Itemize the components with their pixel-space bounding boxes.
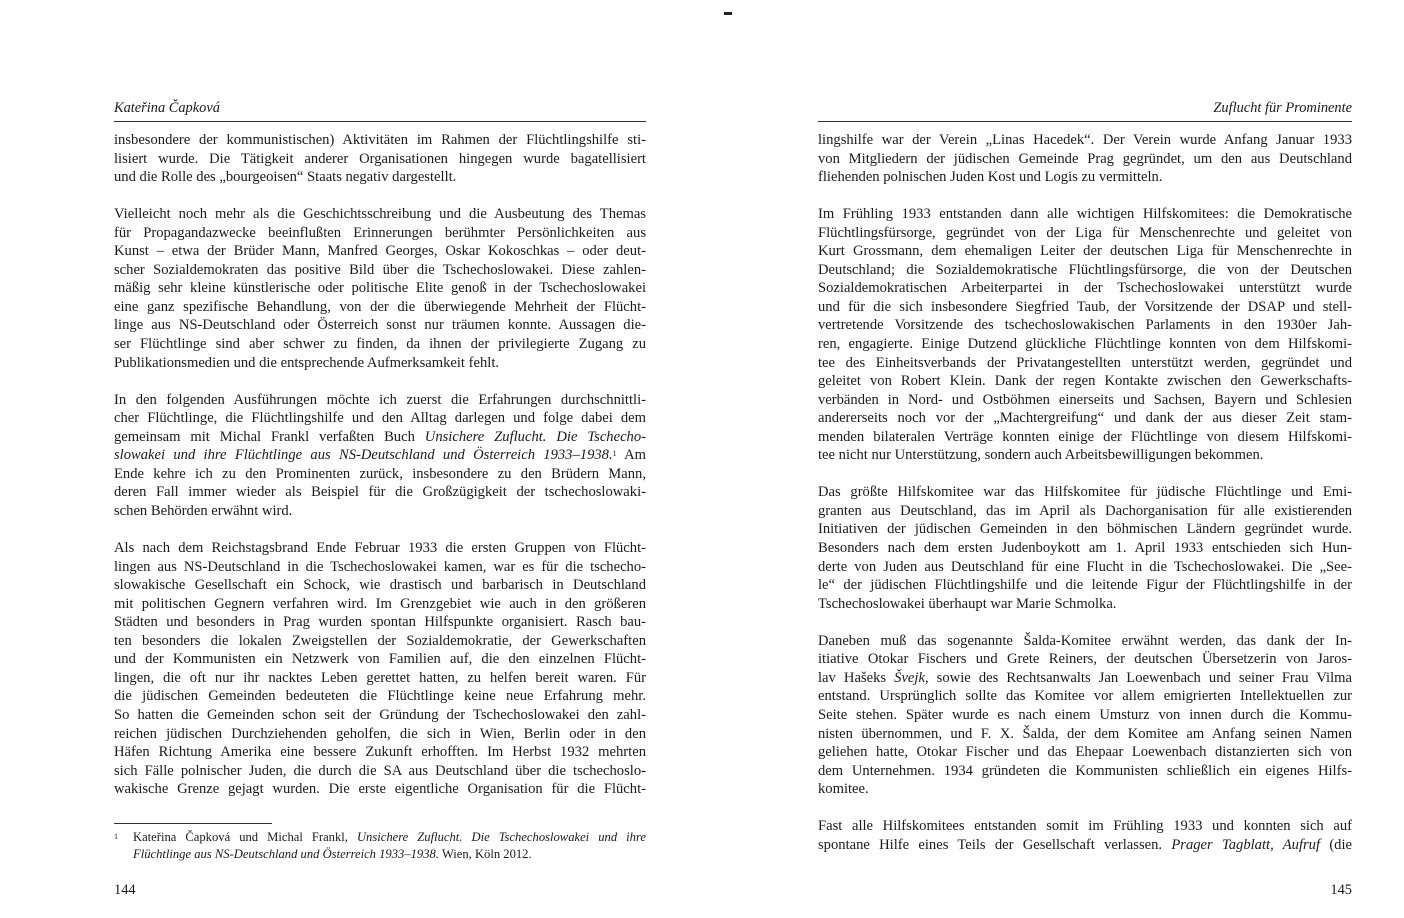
text-line: eine ganz spezifische Behandlung, von der die überwiegende Mehrheit der Flücht- bbox=[114, 298, 646, 315]
paragraph bbox=[114, 539, 646, 799]
footnote-ref[interactable]: 1 bbox=[612, 449, 617, 459]
text-line: lingen aus NS-Deutschland in die Tschechoslowakei kamen, war es für die tschecho- bbox=[114, 558, 646, 575]
text-run: spontane Hilfe eines Teils der Gesellschaft verlassen. bbox=[818, 836, 1172, 853]
page-number-left: 144 bbox=[114, 882, 136, 898]
text-line: Initiativen der jüdischen Gemeinden in den böhmischen Ländern gegründet wurde. bbox=[818, 521, 1352, 538]
text-run: Am bbox=[616, 447, 647, 464]
text-line: Sozialdemokratischen Arbeiterpartei in der Tschechoslowakei unterstützt wurde bbox=[818, 280, 1352, 297]
right-page bbox=[818, 0, 1352, 918]
text-line: Daneben muß das sogenannte Šalda-Komitee erwähnt werden, das dank der In- bbox=[818, 632, 1352, 649]
text-line: derte von Juden aus Deutschland für eine Flucht in die Tschechoslowakei. Die „See- bbox=[818, 558, 1352, 575]
left-page bbox=[114, 0, 646, 918]
text-line: Publikationsmedien und die entsprechende Aufmerksamkeit fehlt. bbox=[114, 354, 500, 371]
book-title: Unsichere Zuflucht. Die Tschechoslowakei und ihre bbox=[356, 830, 646, 844]
text-line: geliehen hatte, Otokar Fischer und das Ehepaar Loewenbach distanzierten sich von bbox=[818, 744, 1352, 761]
text-line: Kurt Grossmann, dem ehemaligen Leiter der deutschen Liga für Menschenrechte in bbox=[818, 243, 1352, 260]
text-line: cher Flüchtlinge, die Flüchtlingshilfe und den Alltag darlegen und folge dabei dem bbox=[114, 410, 646, 427]
text-line: und die Rolle des „bourgeoisen“ Staats negativ dargestellt. bbox=[114, 169, 457, 186]
text-run: gemeinsam mit Michal Frankl verfaßten Buch bbox=[114, 428, 425, 445]
text-line: schen Behörden erwähnt wird. bbox=[114, 502, 293, 519]
text-run: Kateřina Čapková und Michal Frankl, bbox=[133, 830, 357, 844]
text-line: dem Unternehmen. 1934 gründeten die Kommunisten schließlich ein eigenes Hilfs- bbox=[818, 762, 1352, 779]
text-line: lisiert wurde. Die Tätigkeit anderer Organisationen hingegen wurde bagatellisiert bbox=[114, 150, 646, 167]
footnote-number: 1 bbox=[114, 832, 118, 841]
right-page-body bbox=[818, 131, 1352, 854]
text-run: lav Hašeks bbox=[818, 669, 895, 686]
text-run: (die bbox=[1320, 836, 1353, 853]
text-line: lingen, die oft nur ihr nacktes Leben gerettet hatten, zu helfen bereit waren. Für bbox=[114, 669, 646, 686]
text-line: menden bilateralen Verträge konnten einige der Flüchtlinge von diesem Hilfskomi- bbox=[818, 428, 1352, 445]
paragraph bbox=[818, 131, 1352, 187]
text-line: sich Fälle polnischer Juden, die durch die SA aus Deutschland über die tschechoslo- bbox=[114, 762, 646, 779]
text-line: Vielleicht noch mehr als die Geschichtsschreibung und die Ausbeutung des Themas bbox=[114, 206, 646, 223]
text-line: Tschechoslowakei überhaupt war Marie Schmolka. bbox=[818, 595, 1117, 612]
text-line: Deutschland; die Sozialdemokratische Flüchtlingsfürsorge, die von der Deutschen bbox=[818, 261, 1352, 278]
footnote-text bbox=[133, 829, 646, 862]
text-line: Als nach dem Reichstagsbrand Ende Februar 1933 die ersten Gruppen von Flücht- bbox=[114, 540, 646, 557]
text-line: slowakische Gesellschaft ein Schock, wie drastisch und barbarisch in Deutschland bbox=[114, 577, 646, 594]
running-head-right: Zuflucht für Prominente bbox=[1213, 100, 1352, 116]
book-title: Flüchtlinge aus NS-Deutschland und Österreich 1933–1938. bbox=[133, 846, 439, 861]
text-line bbox=[133, 829, 646, 846]
paragraph bbox=[818, 205, 1352, 465]
text-line: Besonders nach dem ersten Judenboykott am 1. April 1933 entschieden sich Hun- bbox=[818, 540, 1352, 557]
text-line: von Mitgliedern der jüdischen Gemeinde Prag gegründet, um den aus Deutschland bbox=[818, 150, 1352, 167]
text-line: granten aus Deutschland, das im April als Dachorganisation für alle existierenden bbox=[818, 502, 1352, 519]
footnote-rule bbox=[114, 823, 272, 824]
book-title: Švejk bbox=[894, 669, 925, 686]
text-line: entstand. Ursprünglich sollte das Komitee vor allem emigrierten Intellektuellen zur bbox=[818, 688, 1352, 705]
header-rule-left bbox=[114, 121, 646, 122]
paragraph bbox=[114, 391, 646, 521]
text-line: mäßig sehr kleine künstlerische oder politische Elite genoß in der Tschechoslowakei bbox=[114, 280, 646, 297]
text-line: wakische Grenze gejagt wurden. Die erste eigentliche Organisation für die Flücht- bbox=[114, 781, 646, 798]
text-line: Ende kehre ich zu den Prominenten zurück, insbesondere zu den Brüdern Mann, bbox=[114, 465, 646, 482]
paragraph bbox=[818, 632, 1352, 799]
text-line: Seite stehen. Später wurde es nach einem Umsturz von innen durch die Kommu- bbox=[818, 706, 1352, 723]
text-line: fliehenden polnischen Juden Kost und Logis zu vermitteln. bbox=[818, 169, 1163, 186]
text-line: reichen jüdischen Durchziehenden geholfen, die sich in Wien, Berlin oder in den bbox=[114, 725, 646, 742]
text-run: Wien, Köln 2012. bbox=[438, 846, 532, 861]
text-line: für Propagandazwecke beeinflußten Erinnerungen berühmter Persönlichkeiten aus bbox=[114, 224, 646, 241]
paragraph bbox=[818, 817, 1352, 854]
left-page-body bbox=[114, 131, 646, 799]
paragraph bbox=[114, 205, 646, 372]
text-line: Häfen Richtung Amerika eine bessere Zukunft erhofften. Im Herbst 1932 mehrten bbox=[114, 744, 646, 761]
text-line: ren, engagierte. Einige Dutzend glückliche Flüchtlinge konnten von dem Hilfskomi- bbox=[818, 336, 1352, 353]
text-line: komitee. bbox=[818, 781, 869, 798]
text-line: itiative Otokar Fischers und Grete Reiners, der deutschen Übersetzerin von Jaros- bbox=[818, 651, 1352, 668]
text-line: ten besonders die lokalen Zweigstellen der Sozialdemokratie, der Gewerkschaften bbox=[114, 632, 646, 649]
footnote bbox=[114, 829, 646, 862]
text-line: mit politischen Gegnern verfahren wird. Im Grenzgebiet wie auch in den größeren bbox=[114, 595, 646, 612]
text-line: Im Frühling 1933 entstanden dann alle wichtigen Hilfskomitees: die Demokratische bbox=[818, 206, 1352, 223]
text-line: insbesondere der kommunistischen) Aktivitäten im Rahmen der Flüchtlingshilfe sti- bbox=[114, 132, 646, 148]
text-line: tee des Einheitsverbands der Privatangestellten unterstützt werden, gegründet und bbox=[818, 354, 1352, 371]
paragraph bbox=[818, 483, 1352, 613]
text-line: nisten übernommen, und F. X. Šalda, der dem Komitee am Anfang seinen Namen bbox=[818, 725, 1352, 742]
text-line bbox=[133, 846, 646, 863]
text-line: andererseits noch vor der „Machtergreifung“ und dank der aus dieser Zeit stam- bbox=[818, 410, 1352, 427]
text-line: Fast alle Hilfskomitees entstanden somit im Frühling 1933 und konnten sich auf bbox=[818, 818, 1352, 835]
text-line: die jüdischen Gemeinden bedeuteten die Flüchtlinge keine neue Erfahrung mehr. bbox=[114, 688, 646, 705]
text-line: Kunst – etwa der Brüder Mann, Manfred Georges, Oskar Kokoschkas – oder deut- bbox=[114, 243, 646, 260]
text-line: linge aus NS-Deutschland oder Österreich sonst nur träumen konnte. Aussagen die- bbox=[114, 317, 646, 334]
book-title: slowakei und ihre Flüchtlinge aus NS-Deutschland und Österreich 1933–1938. bbox=[114, 447, 613, 464]
text-line bbox=[114, 446, 646, 465]
text-line: Das größte Hilfskomitee war das Hilfskomitee für jüdische Flüchtlinge und Emi- bbox=[818, 484, 1352, 501]
text-line: scher Sozialdemokraten das positive Bild über die Tschechoslowakei. Diese zahlen- bbox=[114, 261, 646, 278]
text-line bbox=[818, 669, 1352, 688]
text-line: geleitet von Robert Klein. Dank der regen Kontakte zwischen den Gewerkschafts- bbox=[818, 373, 1352, 390]
page-number-right: 145 bbox=[1330, 882, 1352, 898]
text-line: ser Flüchtlinge sind aber schwer zu finden, da ihnen der privilegierte Zugang zu bbox=[114, 336, 646, 353]
text-line bbox=[114, 428, 646, 447]
text-run: , sowie des Rechtsanwalts Jan Loewenbach und seiner Frau Vilma bbox=[924, 669, 1352, 686]
text-line: Flüchtlingsfürsorge, gegründet von der Liga für Menschenrechte und geleitet von bbox=[818, 224, 1352, 241]
text-line: In den folgenden Ausführungen möchte ich zuerst die Erfahrungen durchschnittli- bbox=[114, 391, 646, 408]
text-line: Städten und besonders in Prag wurden spontan Hilfspunkte organisiert. Rasch bau- bbox=[114, 614, 646, 631]
book-title: Unsichere Zuflucht. Die Tschecho- bbox=[424, 428, 647, 445]
text-line: deren Fall immer wieder als Beispiel für die Großzügigkeit der tschechoslowaki- bbox=[114, 484, 646, 501]
publication-title: Prager Tagblatt, Aufruf bbox=[1171, 836, 1321, 853]
text-line: vertretende Vorsitzende des tschechoslowakischen Parlaments in den 1930er Jah- bbox=[818, 317, 1352, 334]
paragraph bbox=[114, 131, 646, 187]
text-line: lingshilfe war der Verein „Linas Hacedek“. Der Verein wurde Anfang Januar 1933 bbox=[818, 132, 1352, 148]
text-line: und der Kommunisten ein Netzwerk von Familien auf, die den einzelnen Flücht- bbox=[114, 651, 646, 668]
text-line: verbänden in Nord- und Ostböhmen einerseits und Sachsen, Bayern und Schlesien bbox=[818, 391, 1352, 408]
text-line: So hatten die Gemeinden schon seit der Gründung der Tschechoslowakei den zahl- bbox=[114, 706, 646, 723]
text-line: und für die sich insbesondere Siegfried Taub, der Vorsitzende der DSAP und stell- bbox=[818, 298, 1352, 315]
header-rule-right bbox=[818, 121, 1352, 122]
text-line: tee nicht nur Unterstützung, sondern auch Arbeitsbewilligungen bekommen. bbox=[818, 447, 1264, 464]
scan-mark bbox=[724, 12, 732, 15]
running-head-left: Kateřina Čapková bbox=[114, 100, 220, 116]
text-line: le“ der jüdischen Flüchtlingshilfe und die leitende Figur der Flüchtlingshilfe in der bbox=[818, 577, 1352, 594]
text-line bbox=[818, 836, 1352, 855]
